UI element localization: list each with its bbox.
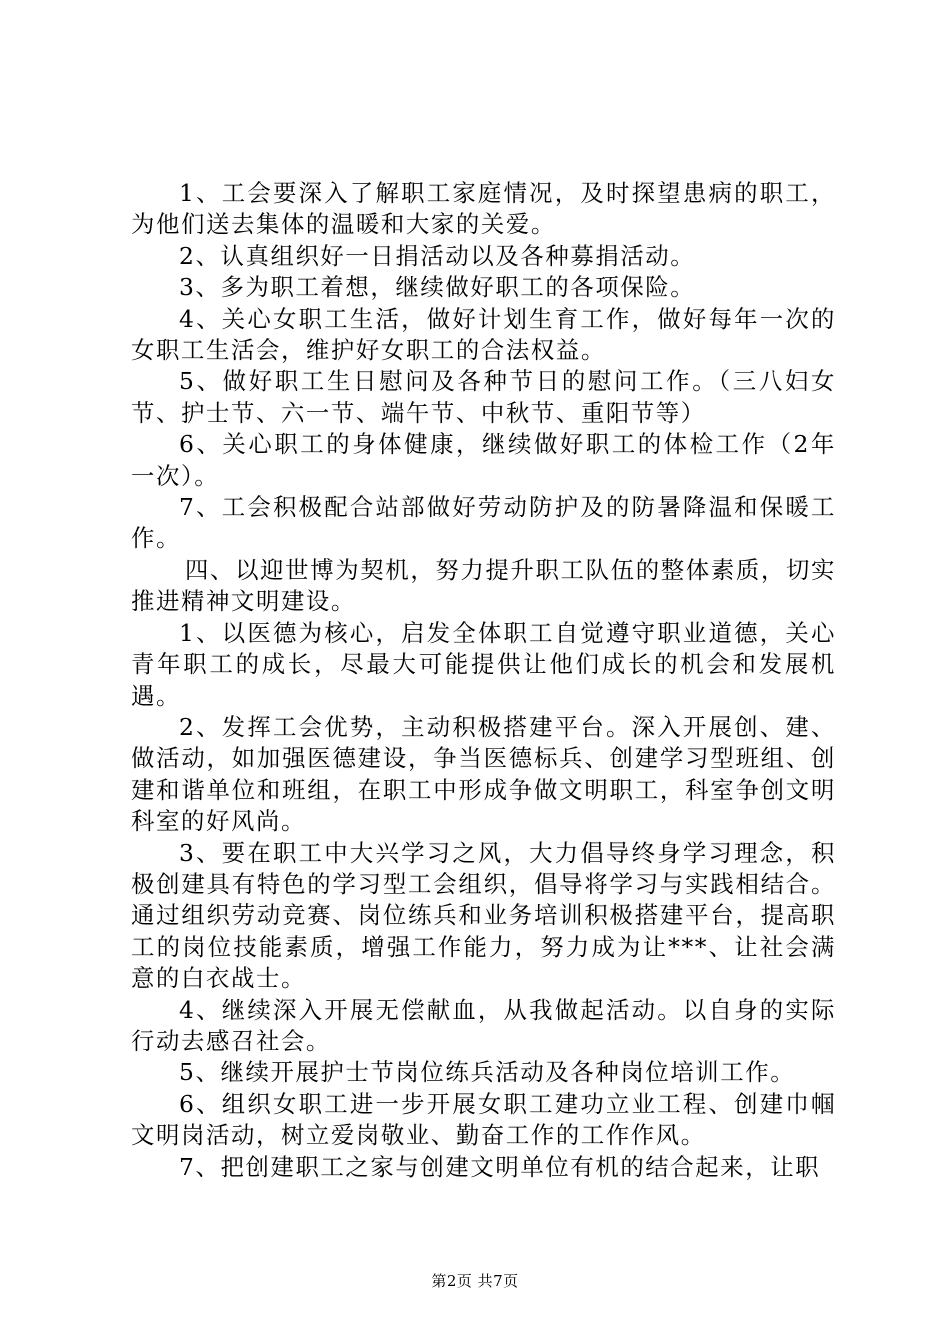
- paragraph-item-s4-7: 7、把创建职工之家与创建文明单位有机的结合起来，让职: [179, 1152, 821, 1181]
- section-heading-4: 四、以迎世博为契机，努力提升职工队伍的整体素质，切实推进精神文明建设。: [131, 555, 836, 616]
- paragraph-item-s4-4: 4、继续深入开展无偿献血，从我做起活动。以自身的实际行动去感召社会。: [131, 995, 836, 1055]
- page-number-footer: 第2页 共7页: [431, 1272, 519, 1290]
- paragraph-item-s4-5: 5、继续开展护士节岗位练兵活动及各种岗位培训工作。: [179, 1058, 796, 1087]
- document-body: [131, 178, 836, 1183]
- paragraph-item-1: 1、工会要深入了解职工家庭情况，及时探望患病的职工，为他们送去集体的温暖和大家的关爱。: [131, 179, 836, 239]
- paragraph-item-2: 2、认真组织好一日捐活动以及各种募捐活动。: [179, 241, 696, 270]
- paragraph-item-s4-2: 2、发挥工会优势，主动积极搭建平台。深入开展创、建、做活动，如加强医德建设，争当医德标兵、创建学习型班组、创建和谐单位和班组，在职工中形成争做文明职工，科室争创文明科室的好风尚。: [131, 712, 836, 836]
- paragraph-item-s4-1: 1、以医德为核心，启发全体职工自觉遵守职业道德，关心青年职工的成长，尽最大可能提供让他们成长的机会和发展机遇。: [131, 618, 836, 710]
- paragraph-item-s4-3: 3、要在职工中大兴学习之风，大力倡导终身学习理念，积极创建具有特色的学习型工会组织，倡导将学习与实践相结合。通过组织劳动竞赛、岗位练兵和业务培训积极搭建平台，提高职工的岗位技能素质，增强工作能力，努力成为让***、让社会满意的白衣战士。: [131, 838, 836, 993]
- paragraph-item-5: 5、做好职工生日慰问及各种节日的慰问工作。（三八妇女节、护士节、六一节、端午节、中秋节、重阳节等）: [131, 367, 836, 427]
- paragraph-item-7: 7、工会积极配合站部做好劳动防护及的防暑降温和保暖工作。: [131, 493, 836, 553]
- paragraph-item-s4-6: 6、组织女职工进一步开展女职工建功立业工程、创建巾帼文明岗活动，树立爱岗敬业、勤奋工作的工作作风。: [131, 1089, 836, 1150]
- paragraph-item-3: 3、多为职工着想，继续做好职工的各项保险。: [179, 273, 696, 302]
- paragraph-item-6: 6、关心职工的身体健康，继续做好职工的体检工作（2年一次）。: [131, 430, 836, 490]
- paragraph-item-4: 4、关心女职工生活，做好计划生育工作，做好每年一次的女职工生活会，维护好女职工的合法权益。: [131, 304, 836, 365]
